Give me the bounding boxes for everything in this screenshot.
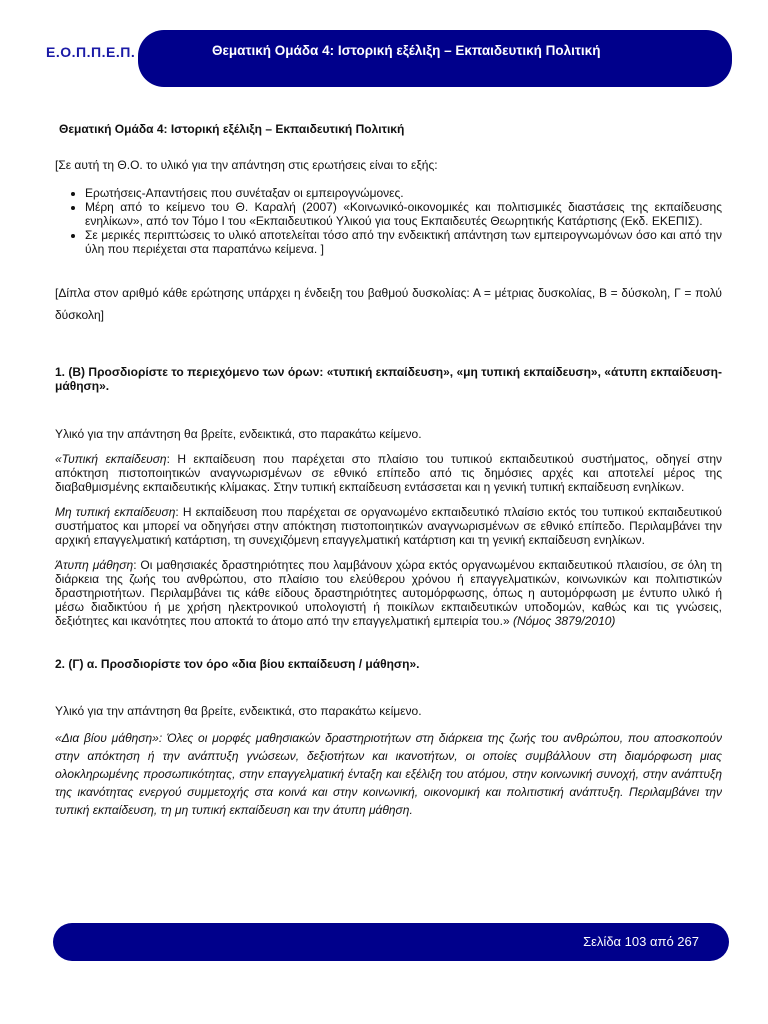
formal-education-text: : Η εκπαίδευση που παρέχεται στο πλαίσιο του τυπικού εκπαιδευτικού συστήματος, οδηγεί στην απόκτηση πιστοποιητικών αναγνωρισμένων σε εθνικό επίπεδο από τις δημόσιες αρχές και αποτελεί μέρος της διαβαθμισμένης εκπαιδευτικής κλίμακας. Στην τυπική εκπαίδευση εντάσσεται και η γενική τυπική εκπαίδευση ενηλίκων. (55, 452, 722, 494)
informal-learning-term: Άτυπη μάθηση (55, 558, 134, 572)
question-1-material-intro: Υλικό για την απάντηση θα βρείτε, ενδεικτικά, στο παρακάτω κείμενο. (55, 427, 422, 441)
source-list (55, 186, 722, 256)
informal-learning-definition (55, 558, 722, 628)
lifelong-learning-definition: «Δια βίου μάθηση»: Όλες οι μορφές μαθησιακών δραστηριοτήτων στη διάρκεια της ζωής του ανθρώπου, που αποσκοπούν στην απόκτηση ή την ανάπτυξη γνώσεων, δεξιοτήτων και ικανοτήτων, οι οποίες συμβάλλουν στη διαμόρφωση μιας ολοκληρωμένης προσωπικότητας, στην επαγγελματική ένταξη και εξέλιξη του ατόμου, στην κοινωνική συνοχή, στην ανάπτυξη της ικανότητας ενεργού συμμετοχής στα κοινά και στην κοινωνική, οικονομική και πολιτιστική ανάπτυξη. Περιλαμβάνει την τυπική εκπαίδευση, τη μη τυπική εκπαίδευση και την άτυπη μάθηση. (55, 731, 722, 817)
question-1-heading: 1. (Β) Προσδιορίστε το περιεχόμενο των όρων: «τυπική εκπαίδευση», «μη τυπική εκπαίδευση», «άτυπη εκπαίδευση-μάθηση». (55, 365, 722, 393)
header-title: Θεματική Ομάδα 4: Ιστορική εξέλιξη – Εκπαιδευτική Πολιτική (212, 43, 601, 58)
nonformal-education-text: : Η εκπαίδευση που παρέχεται σε οργανωμένο εκπαιδευτικό πλαίσιο εκτός του τυπικού εκπαιδευτικού συστήματος και μπορεί να οδηγήσει στην απόκτηση πιστοποιητικών αναγνωρισμένων σε εθνικό επίπεδο. Περιλαμβάνει την αρχική επαγγελματική κατάρτιση, τη συνεχιζόμενη επαγγελματική κατάρτιση και τη γενική εκπαίδευση ενηλίκων. (55, 505, 722, 547)
question-2-material-intro: Υλικό για την απάντηση θα βρείτε, ενδεικτικά, στο παρακάτω κείμενο. (55, 704, 422, 718)
intro-text: [Σε αυτή τη Θ.Ο. το υλικό για την απάντηση στις ερωτήσεις είναι το εξής: (55, 158, 438, 172)
formal-education-term: «Τυπική εκπαίδευση (55, 452, 167, 466)
list-item: • Σε μερικές περιπτώσεις το υλικό αποτελείται τόσο από την ενδεικτική απάντηση των εμπειρογνωμόνων όσο και από την ύλη που περιέχεται στα παραπάνω κείμενα. ] (85, 228, 722, 256)
document-body (55, 122, 722, 819)
list-item: • Μέρη από το κείμενο του Θ. Καραλή (2007) «Κοινωνικό-οικονομικές και πολιτισμικές διαστάσεις της εκπαίδευσης ενηλίκων», από τον Τόμο Ι του «Εκπαιδευτικού Υλικού για τους Εκπαιδευτές Θεωρητικής Κατάρτισης (Εκδ. ΕΚΕΠΙΣ). (85, 200, 722, 228)
law-citation: (Νόμος 3879/2010) (512, 614, 616, 628)
header-banner (138, 30, 732, 87)
question-2-heading: 2. (Γ) α. Προσδιορίστε τον όρο «δια βίου εκπαίδευση / μάθηση». (55, 657, 420, 671)
document-title: Θεματική Ομάδα 4: Ιστορική εξέλιξη – Εκπαιδευτική Πολιτική (59, 122, 405, 136)
difficulty-note: [Δίπλα στον αριθμό κάθε ερώτησης υπάρχει η ένδειξη του βαθμού δυσκολίας: Α = μέτριας δυσκολίας, Β = δύσκολη, Γ = πολύ δύσκολη] (55, 286, 722, 322)
informal-learning-text: : Οι μαθησιακές δραστηριότητες που λαμβάνουν χώρα εκτός οργανωμένου εκπαιδευτικού πλαισίου, σε όλη τη διάρκεια της ζωής του ανθρώπου, στο πλαίσιο του ελεύθερου χρόνου ή επαγγελματικών, κοινωνικών και πολιτιστικών δραστηριοτήτων. Περιλαμβάνει τις κάθε είδους δραστηριότητες αυτομόρφωσης, όπως η αυτομόρφωση με έντυπο υλικό ή μέσω διαδικτύου ή με χρήση ηλεκτρονικού υπολογιστή ή ποικίλων εκπαιδευτικών υποδομών, καθώς και τις γνώσεις, δεξιότητες και ικανότητες που αποκτά το άτομο από την επαγγελματική εμπειρία του.» (55, 558, 722, 628)
nonformal-education-definition (55, 505, 722, 547)
org-label: Ε.Ο.Π.Π.Ε.Π. (46, 44, 136, 60)
formal-education-definition (55, 452, 722, 494)
list-item: • Ερωτήσεις-Απαντήσεις που συνέταξαν οι εμπειρογνώμονες. (85, 186, 722, 200)
nonformal-education-term: Μη τυπική εκπαίδευση (55, 505, 176, 519)
page-number: Σελίδα 103 από 267 (583, 934, 699, 949)
footer-banner (53, 923, 729, 961)
